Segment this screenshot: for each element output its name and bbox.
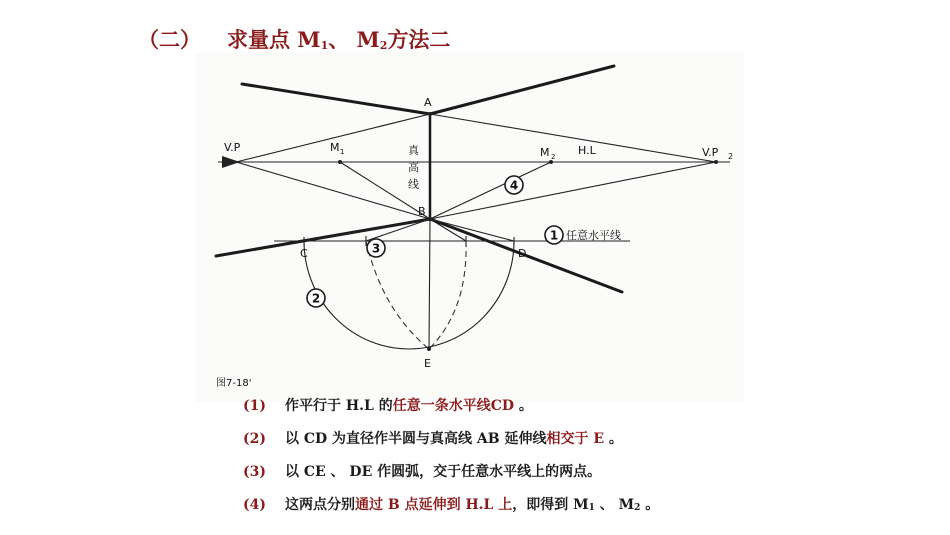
step-highlight: 相交于 E <box>546 431 605 447</box>
label-true-height-1: 真 <box>408 144 419 157</box>
label-c: C <box>300 247 308 260</box>
label-true-height-2: 高 <box>408 161 419 174</box>
title-suffix: 方法二 <box>387 27 451 52</box>
edge-top-right <box>430 66 614 114</box>
label-d: D <box>518 247 527 260</box>
label-a: A <box>424 96 432 109</box>
label-m2: M <box>540 146 550 159</box>
step-text: 以 CD 为直径作半圆与真高线 AB 延伸线 <box>285 431 547 447</box>
label-b: B <box>418 205 426 218</box>
vp-right-point <box>714 160 718 164</box>
step-text: 、 M <box>594 497 635 513</box>
marker-1-label: 1 <box>549 228 559 243</box>
step-number: (3) <box>243 464 266 480</box>
vp2-to-a <box>430 114 716 162</box>
step-text: 以 CE 、 DE 作圆弧，交于任意水平线上的两点。 <box>285 464 602 480</box>
vp2-to-b <box>430 162 716 219</box>
label-m1-sub: 1 <box>340 148 345 156</box>
vp1-to-b <box>236 162 430 219</box>
step-text: 这两点分别 <box>285 497 355 513</box>
b-to-e <box>429 219 430 349</box>
step-item <box>243 462 659 495</box>
step-number: (2) <box>243 431 266 447</box>
label-e: E <box>424 357 431 370</box>
vp-left-mark <box>222 156 240 168</box>
steps-list <box>243 396 659 528</box>
b-to-c <box>304 219 430 241</box>
label-vp-right: V.P <box>702 146 719 159</box>
m1-point <box>338 160 342 164</box>
page-title <box>138 24 450 54</box>
marker-3-label: 3 <box>371 241 381 256</box>
step-text: 。 <box>640 497 660 513</box>
step-text: 。 <box>604 431 623 447</box>
step-text: 。 <box>514 398 533 414</box>
point-b <box>428 217 432 221</box>
point-e <box>427 347 431 351</box>
label-vp-right-sub: 2 <box>728 152 734 161</box>
step-highlight: 任意一条水平线 <box>392 398 491 414</box>
title-sub-2: 2 <box>379 39 388 52</box>
label-hl: H.L <box>578 144 596 157</box>
step-item <box>243 429 659 462</box>
figure-caption: 图7-18' <box>216 378 252 389</box>
step-subscript: 2 <box>634 503 641 513</box>
point-a <box>428 112 432 116</box>
dashed-arc-de <box>429 241 466 349</box>
title-mid: 、 M <box>328 27 380 52</box>
marker-2-label: 2 <box>311 291 321 306</box>
label-m2-sub: 2 <box>551 153 556 161</box>
marker-4-label: 4 <box>509 178 519 193</box>
label-true-height-3: 线 <box>408 178 419 191</box>
step-highlight: CD <box>490 398 514 414</box>
edge-top-left <box>242 84 430 114</box>
step-item <box>243 495 659 528</box>
b-to-left-point <box>366 219 430 241</box>
title-sub-1: 1 <box>320 39 329 52</box>
b-to-m2 <box>430 162 551 219</box>
vp1-to-a <box>236 114 430 162</box>
step-text: 作平行于 H.L 的 <box>285 398 393 414</box>
title-text: 求量点 M <box>227 27 321 52</box>
step-item <box>243 396 659 429</box>
perspective-diagram <box>196 52 744 402</box>
semicircle-cd <box>304 241 514 349</box>
label-arbitrary-line: 任意水平线 <box>566 229 621 242</box>
label-vp-left: V.P <box>224 141 241 154</box>
label-m1: M <box>330 141 340 154</box>
b-to-d <box>430 219 514 241</box>
step-number: (1) <box>243 398 266 414</box>
title-prefix: （二） <box>138 27 201 52</box>
step-subscript: 1 <box>588 503 595 513</box>
step-text: ，即得到 M <box>512 497 589 513</box>
step-highlight: 通过 B 点延伸到 H.L 上 <box>355 497 513 513</box>
step-number: (4) <box>243 497 266 513</box>
diagram-svg <box>196 52 744 402</box>
